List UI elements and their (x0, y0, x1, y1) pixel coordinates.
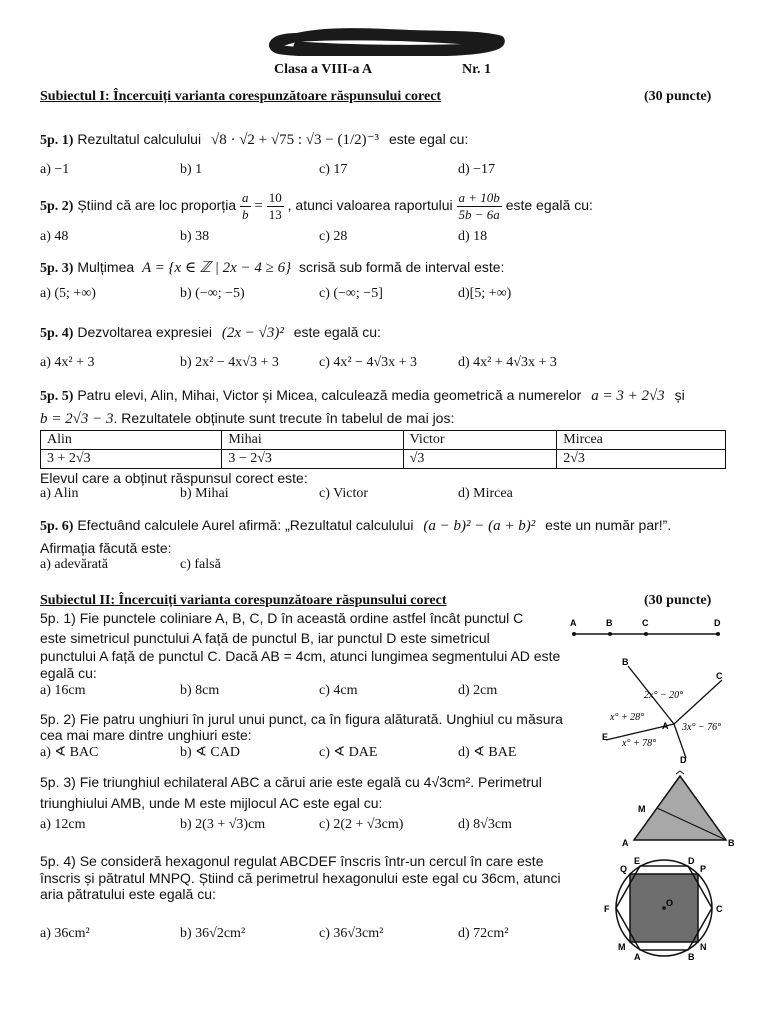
s1-q2-option-c[interactable]: c) 28 (319, 229, 348, 244)
class-name: Clasa a VIII-a A (274, 62, 373, 77)
s2-q3-option-c[interactable]: c) 2(2 + √3cm) (319, 817, 404, 832)
center-o-label: O (666, 898, 674, 908)
s1-q1-option-d[interactable]: d) −17 (458, 162, 496, 177)
point-a-label: A (634, 952, 641, 962)
results-table (40, 430, 726, 469)
table-header: Alin (41, 431, 222, 450)
s1-q6: 5p. 6) Efectuând calculele Aurel afirmă: „Rezultatul calculului (a − b)² − (a + b)² este un număr par!”. (40, 517, 672, 534)
point-m-label: M (618, 942, 626, 952)
point-b-label: B (728, 838, 735, 848)
point-b-label: B (606, 618, 613, 628)
s1-q1-option-a[interactable]: a) −1 (40, 162, 70, 177)
section-1-title: Subiectul I: Încercuiți varianta corespunzătoare răspunsului corect (40, 89, 442, 104)
collinear-points-figure (560, 612, 740, 648)
angle-cad-label: 3x° − 76° (682, 722, 722, 733)
s1-q5-option-d[interactable]: d) Mircea (458, 486, 513, 501)
s2-q4-line1: 5p. 4) Se consideră hexagonul regulat ABCDEF înscris într-un cercul în care este (40, 853, 544, 869)
section-1-points: (30 puncte) (644, 89, 712, 104)
s1-q5-option-b[interactable]: b) Mihai (180, 486, 229, 501)
s2-q3-option-a[interactable]: a) 12cm (40, 817, 86, 832)
point-d-label: D (688, 856, 695, 866)
s1-q4: 5p. 4) Dezvoltarea expresiei (2x − √3)² este egală cu: (40, 324, 381, 341)
s2-q1-line2: este simetricul punctului A față de punctul B, iar punctul D este simetricul (40, 630, 490, 646)
point-p-label: P (700, 864, 707, 874)
point-a-label: A (662, 721, 669, 731)
s2-q2-option-d[interactable]: d) ∢ BAE (458, 745, 517, 760)
s1-q5-option-a[interactable]: a) Alin (40, 486, 79, 501)
point-c-label: C (716, 904, 723, 914)
section-2-title: Subiectul II: Încercuiți varianta corespunzătoare răspunsului corect (40, 593, 447, 608)
point-c-label: C (716, 671, 723, 681)
s1-q2-option-b[interactable]: b) 38 (180, 229, 210, 244)
redacted-scribble (268, 28, 508, 56)
s1-q2-option-d[interactable]: d) 18 (458, 229, 488, 244)
s2-q1-option-d[interactable]: d) 2cm (458, 683, 498, 698)
s1-q3-option-a[interactable]: a) (5; +∞) (40, 286, 96, 301)
s1-q4-option-d[interactable]: d) 4x² + 4√3x + 3 (458, 355, 557, 370)
point-e-label: E (634, 856, 641, 866)
s1-q1-option-c[interactable]: c) 17 (319, 162, 348, 177)
s1-q3-option-d[interactable]: d)[5; +∞) (458, 286, 512, 301)
s1-q3-option-b[interactable]: b) (−∞; −5) (180, 286, 245, 301)
section-2-points: (30 puncte) (644, 593, 712, 608)
point-m-label: M (638, 804, 646, 814)
s1-q4-option-b[interactable]: b) 2x² − 4x√3 + 3 (180, 355, 279, 370)
s2-q1-option-c[interactable]: c) 4cm (319, 683, 358, 698)
s2-q3-option-d[interactable]: d) 8√3cm (458, 817, 512, 832)
hexagon-figure (594, 856, 744, 962)
point-q-label: Q (620, 864, 628, 874)
s2-q4-option-c[interactable]: c) 36√3cm² (319, 926, 384, 941)
s2-q2-line1: 5p. 2) Fie patru unghiuri în jurul unui punct, ca în figura alăturată. Unghiul cu măsura (40, 711, 563, 727)
s2-q2-option-b[interactable]: b) ∢ CAD (180, 745, 240, 760)
table-row (41, 450, 726, 469)
point-f-label: F (604, 904, 610, 914)
table-row (41, 431, 726, 450)
s2-q1-line4: egală cu: (40, 665, 97, 681)
s1-q6-question: Afirmația făcută este: (40, 540, 172, 556)
table-cell: 3 − 2√3 (222, 450, 403, 469)
s2-q1-option-a[interactable]: a) 16cm (40, 683, 86, 698)
s2-q4-option-b[interactable]: b) 36√2cm² (180, 926, 246, 941)
point-a-label: A (622, 838, 629, 848)
s2-q4-option-a[interactable]: a) 36cm² (40, 926, 90, 941)
s1-q2-option-a[interactable]: a) 48 (40, 229, 69, 244)
s2-q1-line1: 5p. 1) Fie punctele coliniare A, B, C, D în această ordine astfel încât punctul C (40, 610, 524, 626)
s1-q5: 5p. 5) Patru elevi, Alin, Mihai, Victor și Micea, calculează media geometrică a numerelor a = 3 + 2√3 și (40, 387, 685, 404)
s1-q1: 5p. 1) Rezultatul calculului √8 · √2 + √75 : √3 − (1/2)⁻³ este egal cu: (40, 131, 469, 148)
point-n-label: N (700, 942, 707, 952)
s2-q3-line1: 5p. 3) Fie triunghiul echilateral ABC a cărui arie este egală cu 4√3cm². Perimetrul (40, 774, 542, 790)
angle-bae-label: x° + 28° (610, 712, 645, 723)
s2-q4-option-d[interactable]: d) 72cm² (458, 926, 509, 941)
table-cell: 2√3 (557, 450, 726, 469)
table-cell: √3 (403, 450, 557, 469)
point-e-label: E (602, 732, 609, 742)
table-cell: 3 + 2√3 (41, 450, 222, 469)
s1-q6-option-a[interactable]: a) adevărată (40, 557, 108, 572)
s1-q1-option-b[interactable]: b) 1 (180, 162, 203, 177)
s1-q3: 5p. 3) Mulțimea A = {x ∈ ℤ | 2x − 4 ≥ 6} scrisă sub formă de interval este: (40, 259, 505, 276)
point-a-label: A (570, 618, 577, 628)
table-header: Victor (403, 431, 557, 450)
s2-q4-line3: aria pătratului este egală cu: (40, 886, 216, 902)
point-d-label: D (714, 618, 721, 628)
s2-q4-line2: înscris și pătratul MNPQ. Știind că perimetrul hexagonului este egal cu 36cm, atunci (40, 870, 561, 886)
s2-q3-line2: triunghiului AMB, unde M este mijlocul AC este egal cu: (40, 795, 383, 811)
angle-bac-label: 2x° − 20° (644, 690, 684, 701)
angles-figure (598, 654, 748, 774)
s1-q5-line2: b = 2√3 − 3. Rezultatele obținute sunt trecute în tabelul de mai jos: (40, 410, 455, 427)
s2-q1-line3: punctului A față de punctul C. Dacă AB = 4cm, atunci lungimea segmentului AD este (40, 648, 561, 664)
s2-q2-option-a[interactable]: a) ∢ BAC (40, 745, 99, 760)
table-header: Mihai (222, 431, 403, 450)
test-number: Nr. 1 (462, 62, 492, 77)
s1-q5-option-c[interactable]: c) Victor (319, 486, 369, 501)
s1-q5-question: Elevul care a obținut răspunsul corect este: (40, 470, 308, 486)
s2-q3-option-b[interactable]: b) 2(3 + √3)cm (180, 817, 266, 832)
s2-q2-option-c[interactable]: c) ∢ DAE (319, 745, 378, 760)
s1-q3-option-c[interactable]: c) (−∞; −5] (319, 286, 383, 301)
s1-q4-option-c[interactable]: c) 4x² − 4√3x + 3 (319, 355, 418, 370)
s2-q1-option-b[interactable]: b) 8cm (180, 683, 220, 698)
s1-q2: 5p. 2) Știind că are loc proporția $\frac{a}{b}$ = $\frac{10}{13}$ , atunci valoarea raportului $\frac{a + 10b}{5b - 6a}$ este egală cu: (40, 190, 593, 222)
point-b-label: B (622, 657, 629, 667)
angle-dae-label: x° + 78° (622, 738, 657, 749)
point-d-label: D (680, 755, 687, 765)
triangle-figure (620, 770, 740, 850)
point-c-label: C (642, 618, 649, 628)
table-header: Mircea (557, 431, 726, 450)
point-b-label: B (688, 952, 695, 962)
s2-q2-line2: cea mai mare dintre unghiuri este: (40, 727, 252, 743)
s1-q4-option-a[interactable]: a) 4x² + 3 (40, 355, 95, 370)
s1-q6-option-c[interactable]: c) falsă (180, 557, 221, 572)
